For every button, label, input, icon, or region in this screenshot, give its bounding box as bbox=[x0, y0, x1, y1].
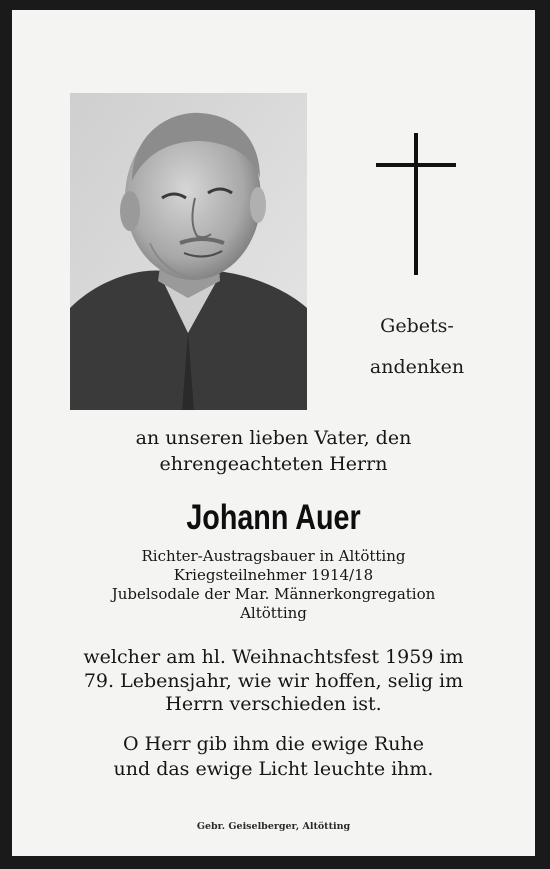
death-line: 79. Lebensjahr, wie wir hoffen, selig im bbox=[83, 669, 464, 692]
heading-line-1: Gebets- bbox=[380, 315, 454, 337]
portrait-photo bbox=[70, 93, 307, 410]
title-line: Richter-Austragsbauer in Altötting bbox=[141, 547, 406, 565]
prayer-line: und das ewige Licht leuchte ihm. bbox=[113, 758, 434, 780]
heading-line-2: andenken bbox=[369, 356, 465, 378]
latin-cross-icon bbox=[376, 133, 456, 275]
intro-line: an unseren lieben Vater, den bbox=[135, 427, 412, 449]
prayer-text bbox=[12, 732, 535, 782]
prayer-line: O Herr gib ihm die ewige Ruhe bbox=[122, 733, 425, 755]
intro-line: ehrengeachteten Herrn bbox=[159, 453, 388, 475]
intro-text bbox=[12, 425, 535, 477]
card-heading bbox=[342, 306, 492, 388]
deceased-titles bbox=[12, 547, 535, 623]
death-notice bbox=[12, 646, 535, 717]
death-line: Herrn verschieden ist. bbox=[165, 693, 382, 715]
title-line: Jubelsodale der Mar. Männerkongregation bbox=[111, 585, 436, 603]
death-line: welcher am hl. Weihnachtsfest 1959 im bbox=[83, 646, 464, 668]
title-line: Altötting bbox=[240, 604, 307, 622]
title-line: Kriegsteilnehmer 1914/18 bbox=[173, 566, 374, 584]
memorial-card bbox=[12, 10, 535, 856]
printer-credit: Gebr. Geiselberger, Altötting bbox=[196, 821, 351, 832]
deceased-name: Johann Auer bbox=[186, 498, 361, 537]
